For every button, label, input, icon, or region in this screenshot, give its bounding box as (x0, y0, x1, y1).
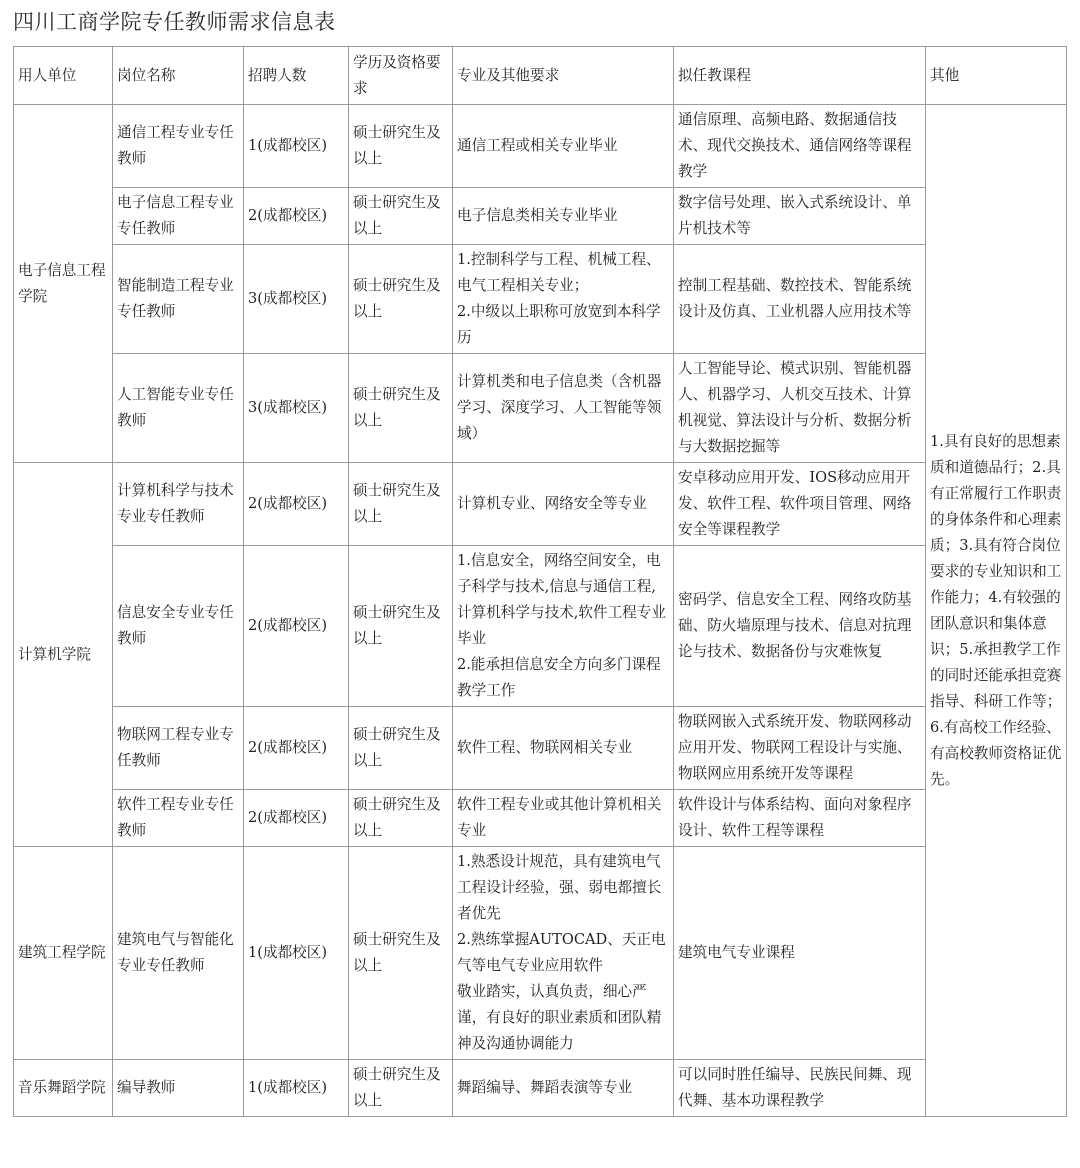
cell-major-requirement: 计算机类和电子信息类（含机器学习、深度学习、人工智能等领域） (453, 354, 674, 463)
cell-teaching-courses: 可以同时胜任编导、民族民间舞、现代舞、基本功课程教学 (674, 1060, 926, 1117)
cell-education-requirement: 硕士研究生及以上 (349, 354, 453, 463)
table-row (14, 188, 1067, 245)
cell-major-requirement: 计算机专业、网络安全等专业 (453, 463, 674, 546)
teacher-requirement-table (13, 46, 1067, 1117)
cell-post-name: 计算机科学与技术专业专任教师 (113, 463, 244, 546)
cell-post-name: 软件工程专业专任教师 (113, 790, 244, 847)
cell-teaching-courses: 物联网嵌入式系统开发、物联网移动应用开发、物联网工程设计与实施、物联网应用系统开发等课程 (674, 707, 926, 790)
cell-post-name: 建筑电气与智能化专业专任教师 (113, 847, 244, 1060)
cell-recruit-count: 3(成都校区) (244, 245, 349, 354)
cell-post-name: 通信工程专业专任教师 (113, 105, 244, 188)
table-row (14, 546, 1067, 707)
table-row (14, 847, 1067, 1060)
table-row (14, 354, 1067, 463)
page-title: 四川工商学院专任教师需求信息表 (13, 10, 336, 34)
cell-employer-unit: 音乐舞蹈学院 (14, 1060, 113, 1117)
cell-recruit-count: 1(成都校区) (244, 105, 349, 188)
cell-major-requirement: 软件工程、物联网相关专业 (453, 707, 674, 790)
cell-major-requirement: 通信工程或相关专业毕业 (453, 105, 674, 188)
cell-education-requirement: 硕士研究生及以上 (349, 1060, 453, 1117)
cell-major-requirement: 软件工程专业或其他计算机相关专业 (453, 790, 674, 847)
column-header-major: 专业及其他要求 (453, 47, 674, 105)
cell-education-requirement: 硕士研究生及以上 (349, 463, 453, 546)
cell-education-requirement: 硕士研究生及以上 (349, 188, 453, 245)
cell-recruit-count: 1(成都校区) (244, 847, 349, 1060)
cell-major-requirement: 1.控制科学与工程、机械工程、电气工程相关专业； 2.中级以上职称可放宽到本科学历 (453, 245, 674, 354)
cell-teaching-courses: 数字信号处理、嵌入式系统设计、单片机技术等 (674, 188, 926, 245)
cell-recruit-count: 2(成都校区) (244, 546, 349, 707)
cell-recruit-count: 2(成都校区) (244, 790, 349, 847)
cell-teaching-courses: 建筑电气专业课程 (674, 847, 926, 1060)
table-row (14, 463, 1067, 546)
table-header (14, 47, 1067, 105)
column-header-unit: 用人单位 (14, 47, 113, 105)
cell-post-name: 电子信息工程专业专任教师 (113, 188, 244, 245)
cell-education-requirement: 硕士研究生及以上 (349, 847, 453, 1060)
cell-teaching-courses: 控制工程基础、数控技术、智能系统设计及仿真、工业机器人应用技术等 (674, 245, 926, 354)
cell-education-requirement: 硕士研究生及以上 (349, 707, 453, 790)
table-row (14, 707, 1067, 790)
cell-major-requirement: 1.熟悉设计规范，具有建筑电气工程设计经验，强、弱电都擅长者优先 2.熟练掌握AUTOCAD、天正电气等电气专业应用软件 敬业踏实，认真负责，细心严谨，有良好的职业素质和团队精神及沟通协调能力 (453, 847, 674, 1060)
cell-education-requirement: 硕士研究生及以上 (349, 546, 453, 707)
cell-other-requirements: 1.具有良好的思想素质和道德品行；2.具有正常履行工作职责的身体条件和心理素质；3.具有符合岗位要求的专业知识和工作能力；4.有较强的团队意识和集体意识；5.承担教学工作的同时还能承担竞赛指导、科研工作等；6.有高校工作经验、有高校教师资格证优先。 (926, 105, 1067, 1117)
cell-teaching-courses: 安卓移动应用开发、IOS移动应用开发、软件工程、软件项目管理、网络安全等课程教学 (674, 463, 926, 546)
cell-post-name: 物联网工程专业专任教师 (113, 707, 244, 790)
cell-education-requirement: 硕士研究生及以上 (349, 105, 453, 188)
table-row (14, 245, 1067, 354)
table-header-row (14, 47, 1067, 105)
cell-recruit-count: 2(成都校区) (244, 707, 349, 790)
table-row (14, 105, 1067, 188)
cell-post-name: 人工智能专业专任教师 (113, 354, 244, 463)
column-header-post: 岗位名称 (113, 47, 244, 105)
cell-post-name: 编导教师 (113, 1060, 244, 1117)
cell-teaching-courses: 密码学、信息安全工程、网络攻防基础、防火墙原理与技术、信息对抗理论与技术、数据备份与灾难恢复 (674, 546, 926, 707)
cell-teaching-courses: 人工智能导论、模式识别、智能机器人、机器学习、人机交互技术、计算机视觉、算法设计与分析、数据分析与大数据挖掘等 (674, 354, 926, 463)
cell-education-requirement: 硕士研究生及以上 (349, 245, 453, 354)
cell-post-name: 智能制造工程专业专任教师 (113, 245, 244, 354)
table-body (14, 105, 1067, 1117)
cell-major-requirement: 舞蹈编导、舞蹈表演等专业 (453, 1060, 674, 1117)
table-row (14, 1060, 1067, 1117)
cell-recruit-count: 1(成都校区) (244, 1060, 349, 1117)
cell-recruit-count: 2(成都校区) (244, 188, 349, 245)
column-header-courses: 拟任教课程 (674, 47, 926, 105)
cell-major-requirement: 1.信息安全，网络空间安全，电子科学与技术,信息与通信工程,计算机科学与技术,软件工程专业毕业 2.能承担信息安全方向多门课程教学工作 (453, 546, 674, 707)
cell-major-requirement: 电子信息类相关专业毕业 (453, 188, 674, 245)
cell-employer-unit: 计算机学院 (14, 463, 113, 847)
cell-recruit-count: 3(成都校区) (244, 354, 349, 463)
table-row (14, 790, 1067, 847)
cell-employer-unit: 建筑工程学院 (14, 847, 113, 1060)
column-header-education: 学历及资格要求 (349, 47, 453, 105)
cell-recruit-count: 2(成都校区) (244, 463, 349, 546)
column-header-other: 其他 (926, 47, 1067, 105)
cell-post-name: 信息安全专业专任教师 (113, 546, 244, 707)
cell-employer-unit: 电子信息工程学院 (14, 105, 113, 463)
cell-teaching-courses: 通信原理、高频电路、数据通信技术、现代交换技术、通信网络等课程教学 (674, 105, 926, 188)
cell-education-requirement: 硕士研究生及以上 (349, 790, 453, 847)
cell-teaching-courses: 软件设计与体系结构、面向对象程序设计、软件工程等课程 (674, 790, 926, 847)
column-header-count: 招聘人数 (244, 47, 349, 105)
